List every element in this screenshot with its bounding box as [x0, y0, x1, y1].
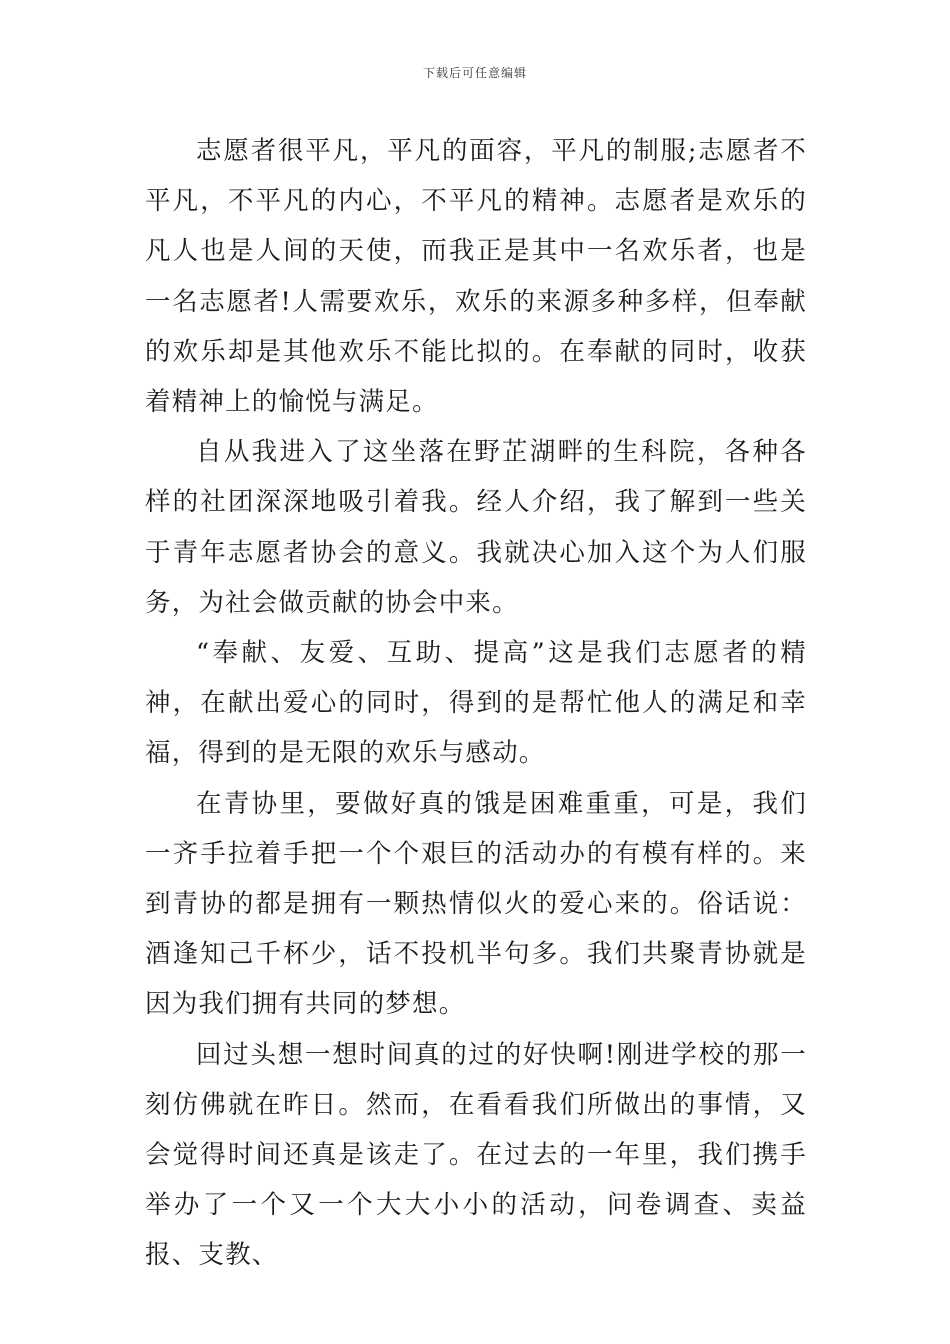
paragraph-1: 志愿者很平凡，平凡的面容，平凡的制服;志愿者不平凡，不平凡的内心，不平凡的精神。志愿者是欢乐的凡人也是人间的天使，而我正是其中一名欢乐者，也是一名志愿者!人需要欢乐，欢乐的来源多种多样，但奉献的欢乐却是其他欢乐不能比拟的。在奉献的同时，收获着精神上的愉悦与满足。 [145, 136, 807, 418]
paragraph-5: 回过头想一想时间真的过的好快啊!刚进学校的那一刻仿佛就在昨日。然而，在看看我们所做出的事情，又会觉得时间还真是该走了。在过去的一年里，我们携手举办了一个又一个大大小小的活动，问卷调查、卖益报、支教、 [145, 1039, 807, 1271]
page-header: 下载后可任意编辑 [422, 66, 527, 80]
document-body [145, 126, 807, 1281]
paragraph-3: “奉献、友爱、互助、提高”这是我们志愿者的精神，在献出爱心的同时，得到的是帮忙他人的满足和幸福，得到的是无限的欢乐与感动。 [145, 638, 807, 769]
paragraph-4: 在青协里，要做好真的饿是困难重重，可是，我们一齐手拉着手把一个个艰巨的活动办的有模有样的。来到青协的都是拥有一颗热情似火的爱心来的。俗话说：酒逢知己千杯少，话不投机半句多。我们共聚青协就是因为我们拥有共同的梦想。 [145, 788, 807, 1020]
paragraph-2: 自从我进入了这坐落在野芷湖畔的生科院，各种各样的社团深深地吸引着我。经人介绍，我了解到一些关于青年志愿者协会的意义。我就决心加入这个为人们服务，为社会做贡献的协会中来。 [145, 437, 807, 618]
